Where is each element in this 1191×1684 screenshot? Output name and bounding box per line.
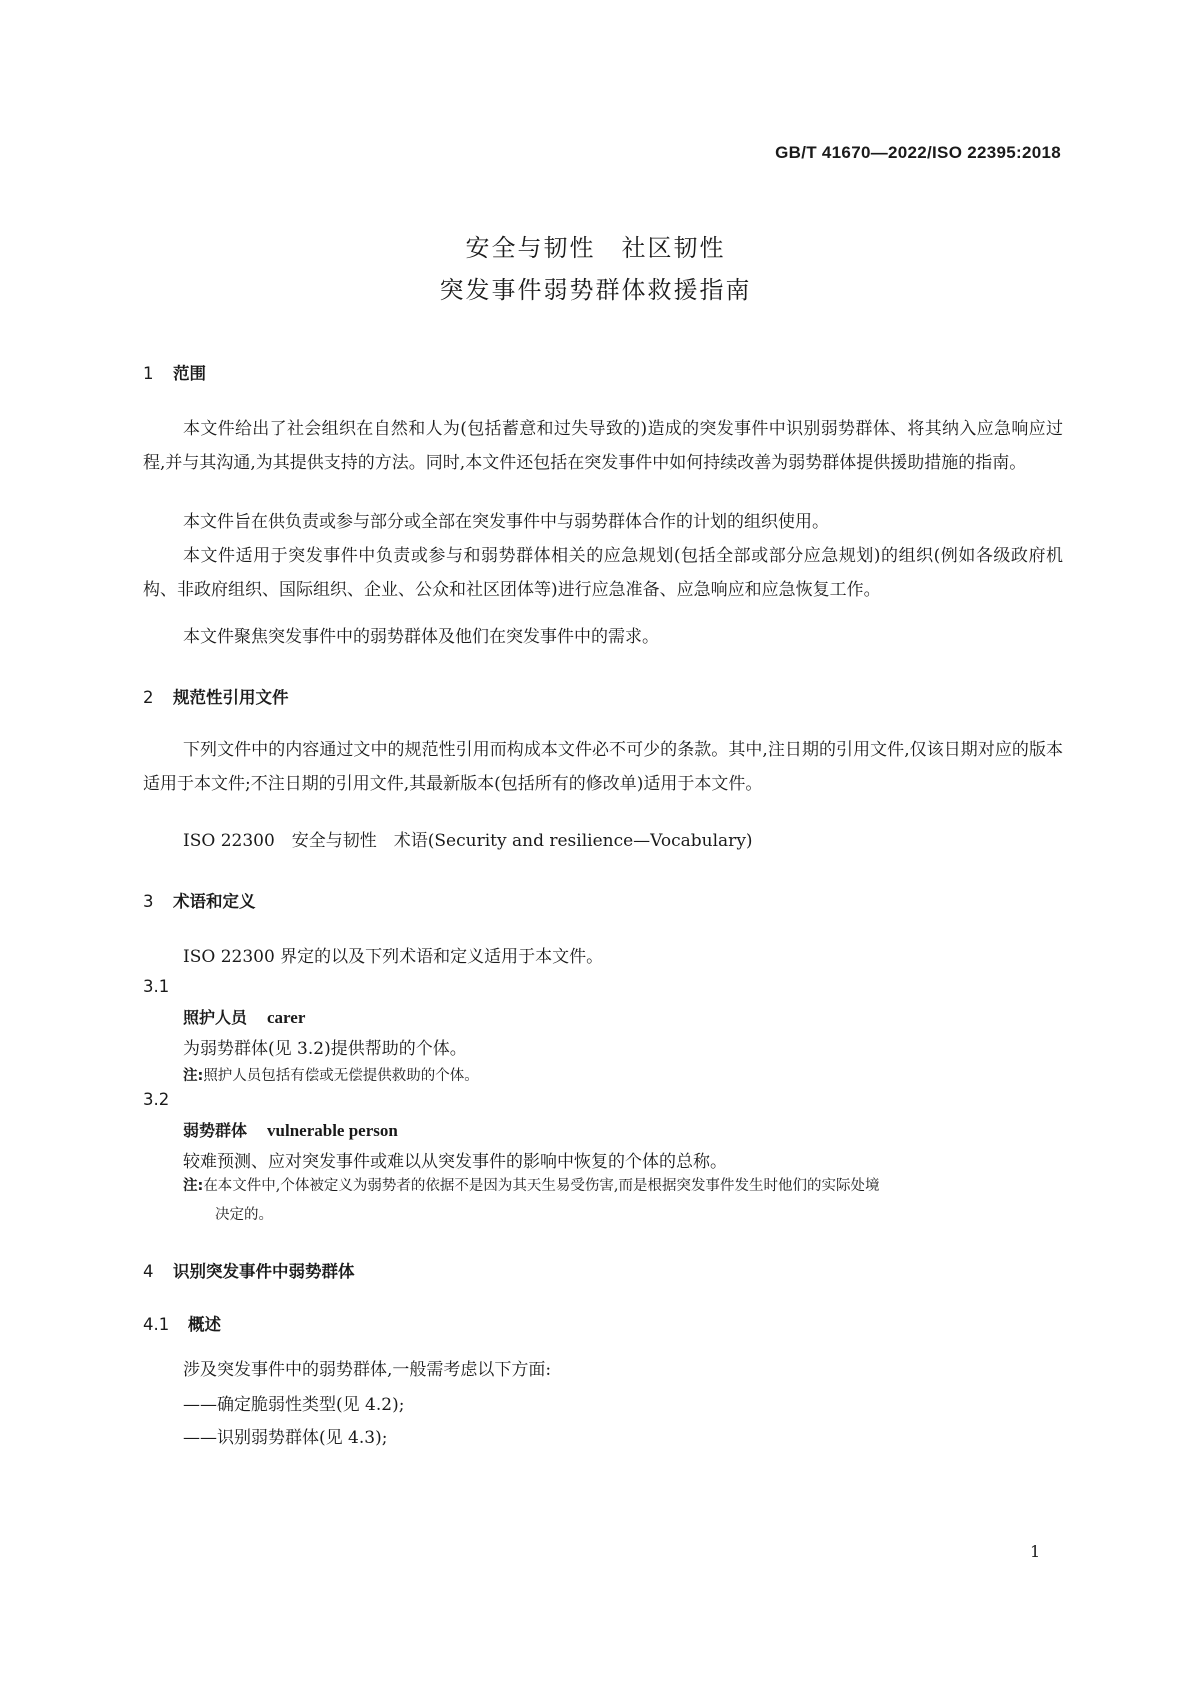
term-3-1 bbox=[183, 1005, 305, 1028]
section-title: 范围 bbox=[173, 364, 206, 383]
section-number: 3 bbox=[143, 892, 154, 911]
document-title-line1: 安全与韧性 社区韧性 bbox=[465, 234, 726, 262]
term-3-1-definition: 为弱势群体(见 3.2)提供帮助的个体。 bbox=[183, 1039, 467, 1059]
section-4-1-heading bbox=[143, 1311, 221, 1335]
section-title: 概述 bbox=[188, 1315, 221, 1334]
standard-code: GB/T 41670—2022/ISO 22395:2018 bbox=[775, 143, 1061, 162]
section-2-paragraph-1: 下列文件中的内容通过文中的规范性引用而构成本文件必不可少的条款。其中,注日期的引用文件,仅该日期对应的版本适用于本文件;不注日期的引用文件,其最新版本(包括所有的修改单)适用于本文件。 bbox=[143, 740, 1063, 794]
list-item: ——确定脆弱性类型(见 4.2); bbox=[183, 1395, 405, 1415]
term-english: vulnerable person bbox=[267, 1121, 398, 1140]
section-title: 术语和定义 bbox=[173, 892, 256, 911]
term-3-1-note bbox=[183, 1064, 479, 1085]
document-title-line2: 突发事件弱势群体救援指南 bbox=[439, 276, 752, 304]
note-label: 注: bbox=[183, 1178, 204, 1194]
note-text-continued: 决定的。 bbox=[215, 1207, 273, 1223]
term-3-2-note bbox=[183, 1172, 1063, 1230]
section-title: 规范性引用文件 bbox=[173, 688, 289, 707]
section-number: 4.1 bbox=[143, 1315, 170, 1334]
section-1-heading bbox=[143, 360, 206, 384]
section-number: 2 bbox=[143, 688, 154, 707]
section-1-paragraph-3: 本文件适用于突发事件中负责或参与和弱势群体相关的应急规划(包括全部或部分应急规划)的组织(例如各级政府机构、非政府组织、国际组织、企业、公众和社区团体等)进行应急准备、应急响应和应急恢复工作。 bbox=[143, 546, 1063, 600]
section-1-paragraph-2: 本文件旨在供负责或参与部分或全部在突发事件中与弱势群体合作的计划的组织使用。 bbox=[183, 512, 829, 532]
term-chinese: 照护人员 bbox=[183, 1008, 248, 1027]
term-3-2-definition: 较难预测、应对突发事件或难以从突发事件的影响中恢复的个体的总称。 bbox=[183, 1152, 727, 1172]
term-3-1-number: 3.1 bbox=[143, 977, 170, 996]
note-text: 照护人员包括有偿或无偿提供救助的个体。 bbox=[203, 1068, 479, 1084]
term-chinese: 弱势群体 bbox=[183, 1121, 248, 1140]
section-title: 识别突发事件中弱势群体 bbox=[173, 1262, 355, 1281]
section-4-1-intro: 涉及突发事件中的弱势群体,一般需考虑以下方面: bbox=[183, 1360, 552, 1380]
section-1-paragraph-1: 本文件给出了社会组织在自然和人为(包括蓄意和过失导致的)造成的突发事件中识别弱势群体、将其纳入应急响应过程,并与其沟通,为其提供支持的方法。同时,本文件还包括在突发事件中如何持续改善为弱势群体提供援助措施的指南。 bbox=[143, 419, 1063, 473]
section-2-heading bbox=[143, 684, 289, 708]
section-number: 4 bbox=[143, 1262, 154, 1281]
term-3-2-number: 3.2 bbox=[143, 1090, 170, 1109]
section-4-heading bbox=[143, 1258, 355, 1282]
list-item: ——识别弱势群体(见 4.3); bbox=[183, 1428, 388, 1448]
page-number: 1 bbox=[1030, 1542, 1041, 1561]
section-number: 1 bbox=[143, 364, 154, 383]
section-3-intro: ISO 22300 界定的以及下列术语和定义适用于本文件。 bbox=[183, 947, 604, 967]
term-3-2 bbox=[183, 1118, 398, 1141]
note-label: 注: bbox=[183, 1068, 204, 1084]
normative-reference: ISO 22300 安全与韧性 术语(Security and resilience—Vocabulary) bbox=[183, 831, 753, 851]
section-3-heading bbox=[143, 888, 256, 912]
term-english: carer bbox=[267, 1008, 306, 1027]
section-1-paragraph-4: 本文件聚焦突发事件中的弱势群体及他们在突发事件中的需求。 bbox=[183, 627, 659, 647]
note-text: 在本文件中,个体被定义为弱势者的依据不是因为其天生易受伤害,而是根据突发事件发生时他们的实际处境 bbox=[203, 1178, 880, 1194]
